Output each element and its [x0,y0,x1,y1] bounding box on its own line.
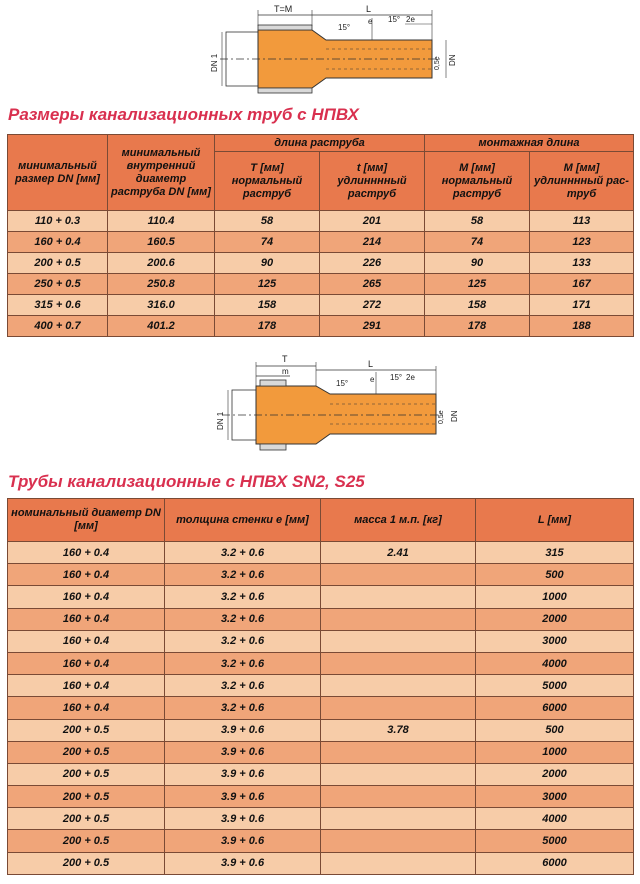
header-min-inner-diameter: минимальный внутренний диаметр раструба DN [мм] [108,135,215,211]
table-cell: 133 [530,253,634,274]
table-cell [321,786,476,808]
label-t: T [282,354,288,364]
table-row [8,295,634,316]
table-cell: 5000 [476,675,634,697]
table-cell: 160 + 0.4 [8,630,165,652]
label-e-2: e [370,375,375,384]
header-m-normal: M [мм] нормальный раструб [425,152,530,211]
header-group-socket-length: длина раструба [215,135,425,152]
table-cell: 158 [215,295,320,316]
table-cell: 160 + 0.4 [8,697,165,719]
table-cell: 90 [215,253,320,274]
header-min-size: минимальный размер DN [мм] [8,135,108,211]
table-row [8,741,634,763]
table-cell: 250.8 [108,274,215,295]
table-row [8,608,634,630]
table-cell: 200 + 0.5 [8,830,165,852]
table-row [8,675,634,697]
label-dn: DN [448,54,457,66]
table-row [8,232,634,253]
label-l: L [366,4,372,14]
table-cell: 6000 [476,697,634,719]
table-cell: 74 [425,232,530,253]
table-cell [321,830,476,852]
table-cell: 200.6 [108,253,215,274]
table-cell: 160 + 0.4 [8,586,165,608]
table-cell: 58 [215,211,320,232]
table-cell: 113 [530,211,634,232]
table-row [8,586,634,608]
header-t-normal: T [мм] нормальный раструб [215,152,320,211]
table-row [8,630,634,652]
label-angle-1: 15° [338,23,351,32]
table-cell: 167 [530,274,634,295]
table-cell: 110 + 0.3 [8,211,108,232]
table-cell [321,741,476,763]
table-cell: 3.78 [321,719,476,741]
header-length: L [мм] [476,499,634,542]
table-cell: 200 + 0.5 [8,719,165,741]
table-cell [321,763,476,785]
table-cell: 3.9 + 0.6 [165,719,321,741]
table-cell: 2000 [476,608,634,630]
pipe-body [220,25,440,93]
label-wall: 0,5e [434,56,441,70]
table-cell: 74 [215,232,320,253]
table-cell: 500 [476,564,634,586]
table-cell [321,630,476,652]
table-row [8,786,634,808]
table-sewer-pipe-sizes [7,134,634,337]
table-cell: 3.2 + 0.6 [165,542,321,564]
table-cell [321,697,476,719]
label-dn-2: DN [450,410,459,422]
table-cell: 3.2 + 0.6 [165,564,321,586]
table-cell: 200 + 0.5 [8,786,165,808]
label-e: e [368,17,373,26]
table-cell: 90 [425,253,530,274]
table-cell: 2.41 [321,542,476,564]
table1-title: Размеры канализационных труб с НПВХ [8,105,359,124]
table-cell: 401.2 [108,316,215,337]
table-cell: 160 + 0.4 [8,232,108,253]
table-cell: 214 [320,232,425,253]
table-cell: 160 + 0.4 [8,542,165,564]
label-t-eq-m: T=M [274,4,293,14]
table2-title: Трубы канализационные с НПВХ SN2, S25 [8,472,365,491]
table-cell: 3.9 + 0.6 [165,852,321,874]
table-row [8,808,634,830]
pipe-diagram-socket-2 [0,350,640,458]
label-l-2: L [368,359,374,369]
table-cell: 171 [530,295,634,316]
table-cell: 291 [320,316,425,337]
header-group-mount-length: монтажная длина [425,135,634,152]
table-cell: 201 [320,211,425,232]
header-m-extended: M [мм] удлинннный рас-труб [530,152,634,211]
table-cell: 3.2 + 0.6 [165,675,321,697]
table-cell: 3.2 + 0.6 [165,630,321,652]
table-row [8,719,634,741]
table-cell: 200 + 0.5 [8,808,165,830]
table-cell: 3.9 + 0.6 [165,830,321,852]
table-cell: 178 [215,316,320,337]
table-row [8,652,634,674]
table-cell: 3.2 + 0.6 [165,697,321,719]
table-cell: 188 [530,316,634,337]
table-cell: 123 [530,232,634,253]
label-angle-2: 15° [388,15,401,24]
table-cell: 160 + 0.4 [8,608,165,630]
table-row [8,253,634,274]
table-cell [321,808,476,830]
table-cell: 3.9 + 0.6 [165,808,321,830]
table-row [8,316,634,337]
table-cell: 200 + 0.5 [8,763,165,785]
table-cell: 160.5 [108,232,215,253]
pipe-body-2 [222,380,444,450]
pipe-diagram-socket [0,0,640,100]
table-cell: 3000 [476,630,634,652]
label-m: m [282,367,289,376]
table-cell: 1000 [476,586,634,608]
label-dn1-2: DN 1 [216,411,225,430]
table-row [8,542,634,564]
table-cell: 200 + 0.5 [8,253,108,274]
header-t-extended: t [мм] удлинннный раструб [320,152,425,211]
table-cell: 1000 [476,741,634,763]
table-sewer-pipes-sn2 [7,498,634,875]
table-cell: 125 [425,274,530,295]
table-cell: 58 [425,211,530,232]
header-nominal-diameter: номинальный диаметр DN [мм] [8,499,165,542]
table-cell: 315 [476,542,634,564]
table-cell: 3.2 + 0.6 [165,586,321,608]
table-cell [321,564,476,586]
table-row [8,830,634,852]
label-angle-1-2: 15° [336,379,349,388]
table-cell [321,608,476,630]
table-cell [321,652,476,674]
table-cell: 110.4 [108,211,215,232]
label-angle-2-2: 15° [390,373,403,382]
label-2e-2: 2e [406,373,415,382]
table-cell: 160 + 0.4 [8,652,165,674]
table-cell [321,586,476,608]
table-cell: 272 [320,295,425,316]
table-cell: 500 [476,719,634,741]
table-cell: 3000 [476,786,634,808]
table-cell: 250 + 0.5 [8,274,108,295]
table-cell [321,852,476,874]
table-cell: 6000 [476,852,634,874]
table-row [8,211,634,232]
table-row [8,697,634,719]
table-cell: 3.2 + 0.6 [165,652,321,674]
label-2e: 2e [406,15,415,24]
table-row [8,852,634,874]
table-cell: 3.2 + 0.6 [165,608,321,630]
table-cell: 226 [320,253,425,274]
table-cell: 200 + 0.5 [8,852,165,874]
table-cell: 316.0 [108,295,215,316]
table-cell: 160 + 0.4 [8,675,165,697]
table-cell: 4000 [476,808,634,830]
table-cell: 200 + 0.5 [8,741,165,763]
table-cell: 178 [425,316,530,337]
table-row [8,763,634,785]
table-cell: 265 [320,274,425,295]
table-cell: 3.9 + 0.6 [165,763,321,785]
table-cell: 3.9 + 0.6 [165,786,321,808]
label-wall-2: 0,5e [438,410,445,424]
header-mass-per-meter: масса 1 м.п. [кг] [321,499,476,542]
table-cell: 3.9 + 0.6 [165,741,321,763]
table-row [8,564,634,586]
table-cell: 400 + 0.7 [8,316,108,337]
table-cell [321,675,476,697]
table-cell: 5000 [476,830,634,852]
table-cell: 315 + 0.6 [8,295,108,316]
table-cell: 158 [425,295,530,316]
table-cell: 125 [215,274,320,295]
table-cell: 160 + 0.4 [8,564,165,586]
header-wall-thickness: толщина стенки e [мм] [165,499,321,542]
table-row [8,274,634,295]
label-dn1: DN 1 [210,53,219,72]
table-cell: 4000 [476,652,634,674]
table-cell: 2000 [476,763,634,785]
